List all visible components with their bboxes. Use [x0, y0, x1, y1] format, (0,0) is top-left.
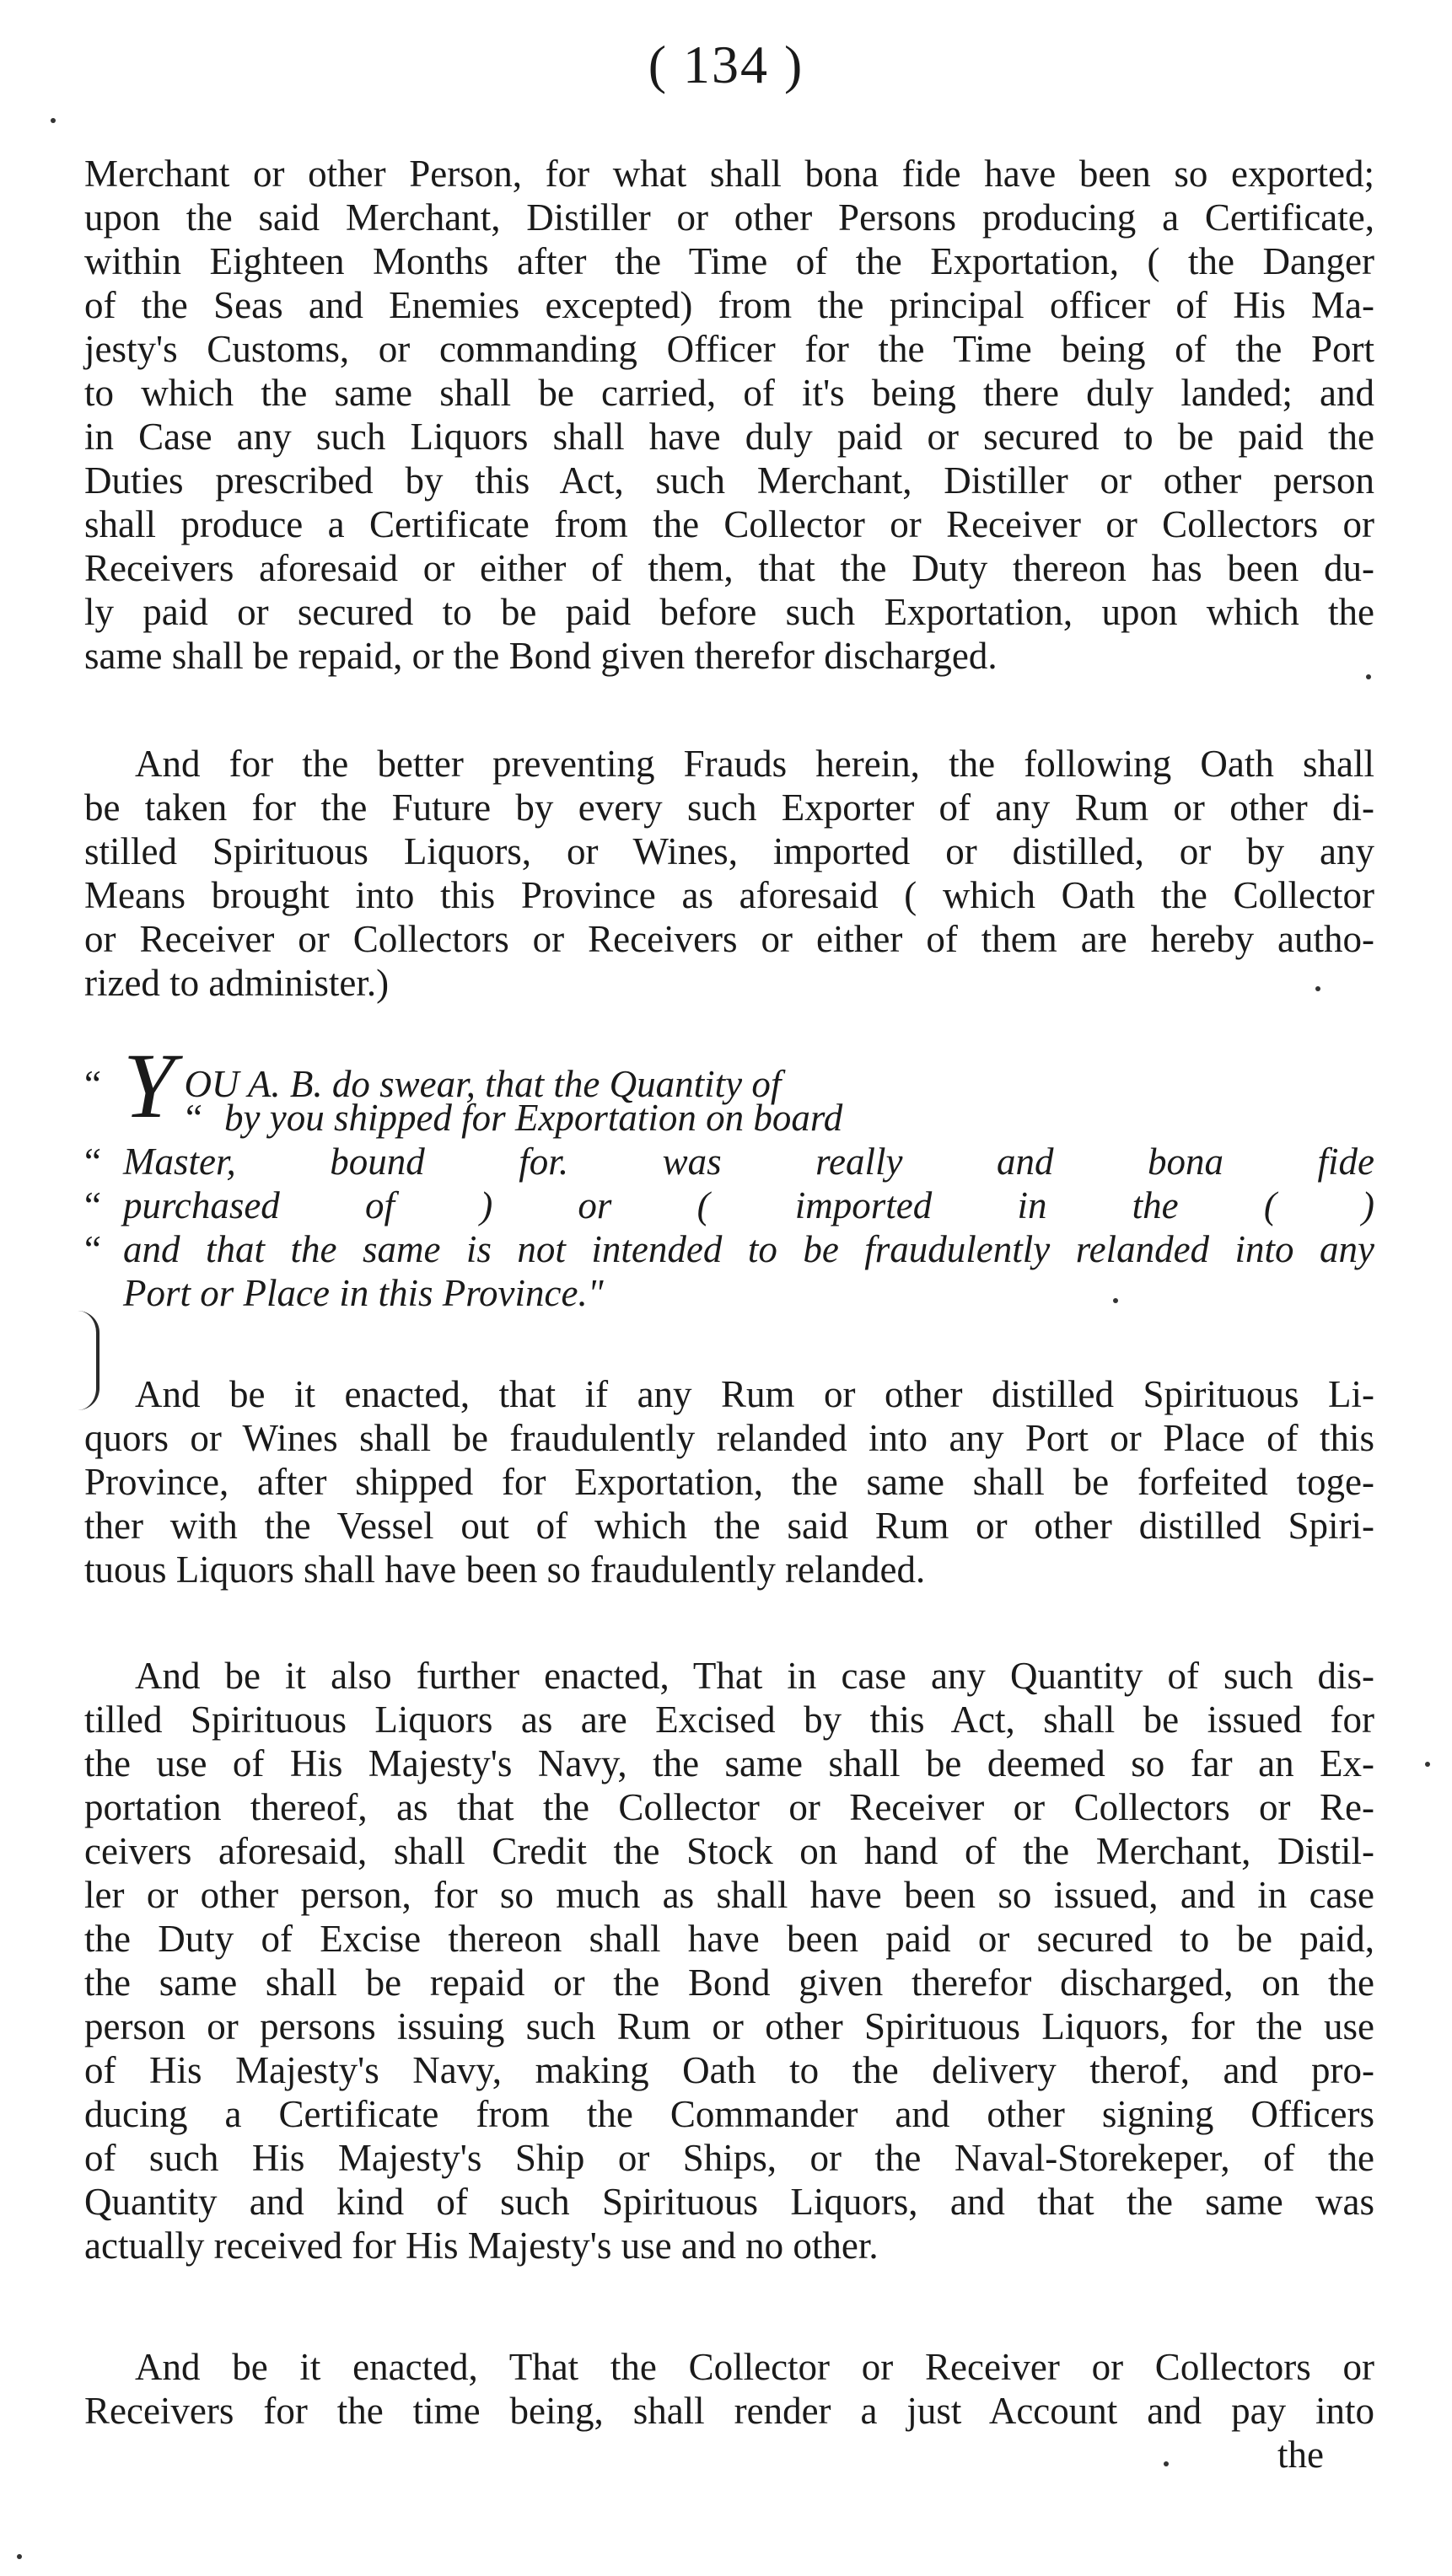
catchword: the — [1277, 2434, 1324, 2476]
oath-block — [84, 1034, 1374, 1315]
text-line: Merchant or other Person, for what shall bona fide have been so exported; — [84, 153, 1374, 195]
print-speck — [17, 2554, 22, 2559]
oath-line: “ Master, bound for. was really and bona fide — [84, 1140, 1374, 1183]
text-line: the same shall be repaid or the Bond given therefor discharged, on the — [84, 1962, 1374, 2004]
print-speck — [1113, 1298, 1118, 1303]
oath-text: by you shipped for Exportation on board — [224, 1097, 843, 1139]
text-line: of such His Majesty's Ship or Ships, or the Naval-Storekeper, of the — [84, 2137, 1374, 2179]
text-line: And be it enacted, that if any Rum or other distilled Spirituous Li- — [135, 1373, 1374, 1415]
text-line: quors or Wines shall be fraudulently relanded into any Port or Place of this — [84, 1417, 1374, 1459]
text-line: ducing a Certificate from the Commander and other signing Officers — [84, 2093, 1374, 2135]
text-line: shall produce a Certificate from the Collector or Receiver or Collectors or — [84, 503, 1374, 545]
print-speck — [51, 118, 56, 123]
print-speck — [1425, 1762, 1430, 1767]
text-line: actually received for His Majesty's use and no other. — [84, 2224, 879, 2267]
text-line: be taken for the Future by every such Exporter of any Rum or other di- — [84, 786, 1374, 829]
text-line: And be it also further enacted, That in case any Quantity of such dis- — [135, 1655, 1374, 1697]
paragraph-navy-issue — [84, 1654, 1374, 2267]
text-line: jesty's Customs, or commanding Officer for the Time being of the Port — [84, 328, 1374, 370]
oath-text: purchased of ) or ( imported in the ( ) — [123, 1184, 1374, 1226]
text-line: in Case any such Liquors shall have duly paid or secured to be paid the — [84, 416, 1374, 458]
paragraph-oath-preamble — [84, 742, 1374, 1005]
oath-text: Master, bound for. was really and bona fide — [123, 1140, 1374, 1183]
text-line: of the Seas and Enemies excepted) from the principal officer of His Ma- — [84, 284, 1374, 326]
text-line: ly paid or secured to be paid before such Exportation, upon which the — [84, 591, 1374, 633]
text-line: Duties prescribed by this Act, such Merchant, Distiller or other person — [84, 459, 1374, 502]
text-line: or Receiver or Collectors or Receivers or either of them are hereby autho- — [84, 918, 1374, 960]
text-line: Quantity and kind of such Spirituous Liquors, and that the same was — [84, 2181, 1374, 2223]
print-speck — [1315, 986, 1320, 991]
text-line: tuous Liquors shall have been so fraudulently relanded. — [84, 1548, 926, 1591]
text-line: Means brought into this Province as aforesaid ( which Oath the Collector — [84, 874, 1374, 916]
text-line: of His Majesty's Navy, making Oath to the delivery therof, and pro- — [84, 2049, 1374, 2091]
text-line: same shall be repaid, or the Bond given therefor discharged. — [84, 635, 998, 677]
paragraph-collector-account — [84, 2345, 1374, 2477]
text-line: within Eighteen Months after the Time of the Exportation, ( the Danger — [84, 240, 1374, 282]
text-line: the use of His Majesty's Navy, the same shall be deemed so far an Ex- — [84, 1742, 1374, 1784]
drop-cap-letter: Y — [123, 1034, 175, 1137]
text-line: the Duty of Excise thereon shall have been paid or secured to be paid, — [84, 1918, 1374, 1960]
print-speck — [1164, 2461, 1169, 2466]
oath-line: “ Y OU A. B. do swear, that the Quantity of — [84, 1034, 782, 1137]
text-line: rized to administer.) — [84, 962, 390, 1004]
text-line: upon the said Merchant, Distiller or other Persons producing a Certificate, — [84, 196, 1374, 239]
paragraph-exportation-certificate — [84, 152, 1374, 678]
text-line: And for the better preventing Frauds herein, the following Oath shall — [135, 743, 1374, 785]
text-line: ler or other person, for so much as shall have been so issued, and in case — [84, 1874, 1374, 1916]
oath-line: “ and that the same is not intended to be fraudulently relanded into any — [84, 1228, 1374, 1270]
oath-line: “ purchased of ) or ( imported in the ( ) — [84, 1184, 1374, 1226]
oath-line: “ by you shipped for Exportation on board — [186, 1097, 843, 1139]
text-line: tilled Spirituous Liquors as are Excised by this Act, shall be issued for — [84, 1699, 1374, 1741]
text-line: stilled Spirituous Liquors, or Wines, imported or distilled, or by any — [84, 830, 1374, 872]
oath-line: Port or Place in this Province." — [123, 1272, 604, 1314]
text-line: ceivers aforesaid, shall Credit the Stock on hand of the Merchant, Distil- — [84, 1830, 1374, 1872]
print-speck — [1366, 674, 1371, 679]
text-line: Receivers for the time being, shall render a just Account and pay into — [84, 2390, 1374, 2432]
text-line: Province, after shipped for Exportation, the same shall be forfeited toge- — [84, 1461, 1374, 1503]
paragraph-relanding-forfeiture — [84, 1372, 1374, 1591]
text-line: ther with the Vessel out of which the said Rum or other distilled Spiri- — [84, 1505, 1374, 1547]
text-line: to which the same shall be carried, of it's being there duly landed; and — [84, 372, 1374, 414]
page-number: ( 134 ) — [648, 35, 804, 94]
text-line: portation thereof, as that the Collector or Receiver or Collectors or Re- — [84, 1786, 1374, 1828]
text-line: And be it enacted, That the Collector or Receiver or Collectors or — [135, 2346, 1374, 2388]
oath-text: OU A. B. do swear, that the Quantity of — [184, 1063, 782, 1105]
oath-text: and that the same is not intended to be fraudulently relanded into any — [123, 1228, 1374, 1270]
text-line: Receivers aforesaid or either of them, that the Duty thereon has been du- — [84, 547, 1374, 589]
text-line: person or persons issuing such Rum or other Spirituous Liquors, for the use — [84, 2005, 1374, 2047]
